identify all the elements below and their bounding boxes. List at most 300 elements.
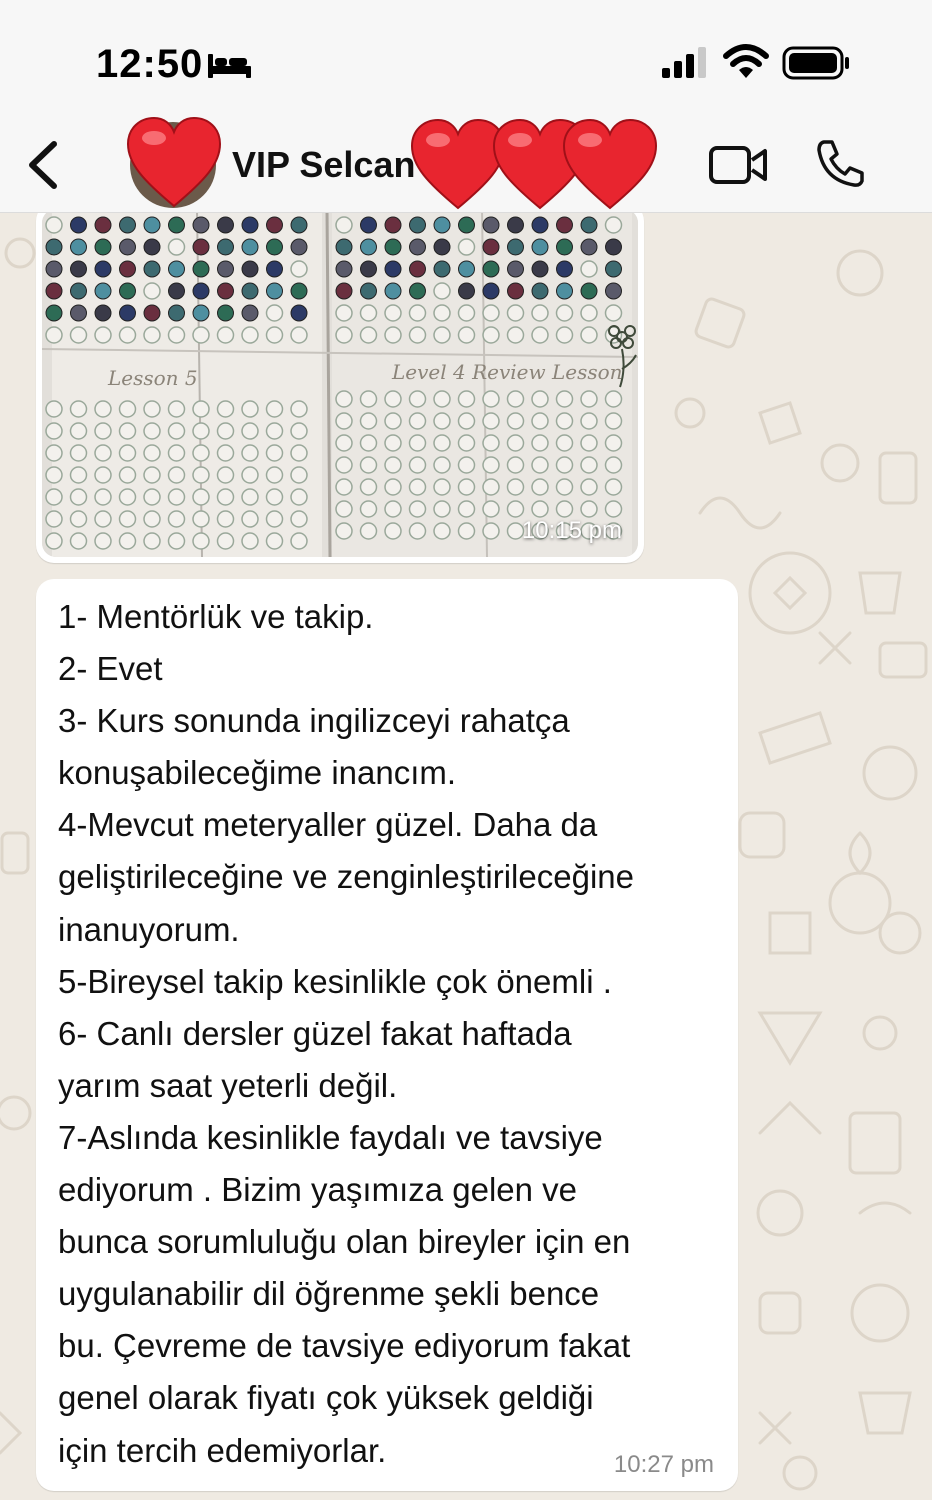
sticker-dot [508, 391, 524, 407]
sticker-dot [483, 239, 499, 255]
sticker-dot [169, 423, 185, 439]
sticker-dot [336, 501, 352, 517]
sticker-dot [169, 401, 185, 417]
sticker-dot [46, 305, 62, 321]
sticker-dot [434, 305, 450, 321]
sticker-dot [46, 261, 62, 277]
sticker-dot [218, 423, 234, 439]
sticker-dot [361, 327, 377, 343]
sticker-dot [169, 467, 185, 483]
sticker-dot [193, 327, 209, 343]
sticker-dot [434, 413, 450, 429]
sticker-dot [95, 261, 111, 277]
sticker-dot [361, 435, 377, 451]
sticker-dot [46, 239, 62, 255]
phone-icon[interactable] [816, 138, 866, 188]
sticker-dot [459, 327, 475, 343]
message-line: yarım saat yeterli değil. [58, 1066, 398, 1104]
sticker-dot [361, 217, 377, 233]
sticker-dot [508, 501, 524, 517]
video-icon[interactable] [708, 142, 768, 188]
sticker-dot [385, 391, 401, 407]
sticker-dot [144, 327, 160, 343]
message-line: uygulanabilir dil öğrenme şekli bence [58, 1275, 600, 1313]
sticker-dot [71, 327, 87, 343]
sticker-dot [71, 445, 87, 461]
sticker-dot [483, 327, 499, 343]
sticker-dot [218, 511, 234, 527]
sticker-dot [606, 217, 622, 233]
sticker-dot [606, 305, 622, 321]
message-line: 4-Mevcut meteryaller güzel. Daha da [58, 806, 598, 844]
sticker-dot [410, 413, 426, 429]
sticker-dot [46, 283, 62, 299]
sticker-dot [267, 261, 283, 277]
sticker-dot [169, 445, 185, 461]
sticker-dot [557, 217, 573, 233]
sticker-dot [120, 401, 136, 417]
sticker-dot [95, 489, 111, 505]
sticker-dot [410, 435, 426, 451]
sticker-dot [144, 401, 160, 417]
sticker-dot [71, 217, 87, 233]
message-line: 5-Bireysel takip kesinlikle çok önemli . [58, 962, 612, 1000]
sticker-dot [410, 283, 426, 299]
sticker-dot [483, 435, 499, 451]
battery-icon [782, 44, 852, 82]
sticker-dot [606, 283, 622, 299]
sticker-dot [483, 283, 499, 299]
sticker-dot [581, 413, 597, 429]
sticker-dot [557, 413, 573, 429]
sticker-dot [385, 217, 401, 233]
chat-header [0, 118, 932, 213]
sticker-dot [193, 423, 209, 439]
sticker-dot [434, 479, 450, 495]
sticker-dot [434, 239, 450, 255]
sticker-dot [120, 283, 136, 299]
sticker-dot [581, 305, 597, 321]
sticker-dot [46, 467, 62, 483]
sticker-dot [361, 479, 377, 495]
sticker-dot [267, 327, 283, 343]
sticker-dot [361, 457, 377, 473]
sticker-dot [46, 511, 62, 527]
sticker-dot [291, 423, 307, 439]
sticker-dot [459, 523, 475, 539]
sticker-dot [385, 413, 401, 429]
sticker-dot [385, 457, 401, 473]
sticker-dot [144, 489, 160, 505]
sticker-dot [267, 305, 283, 321]
sticker-dot [71, 489, 87, 505]
sticker-dot [291, 445, 307, 461]
sticker-dot [508, 261, 524, 277]
sticker-dot [557, 391, 573, 407]
sticker-dot [385, 305, 401, 321]
sticker-dot [291, 283, 307, 299]
sticker-dot [532, 501, 548, 517]
sticker-dot [95, 217, 111, 233]
sticker-dot [193, 261, 209, 277]
sticker-dot [291, 305, 307, 321]
message-line: 1- Mentörlük ve takip. [58, 598, 374, 635]
sticker-dot [410, 391, 426, 407]
sticker-dot [144, 533, 160, 549]
sticker-dot [193, 401, 209, 417]
sticker-dot [581, 217, 597, 233]
sticker-dot [557, 283, 573, 299]
sticker-dot [581, 239, 597, 255]
message-line: için tercih edemiyorlar. [58, 1431, 387, 1469]
sticker-dot [581, 457, 597, 473]
message-line: 2- Evet [58, 650, 163, 688]
sticker-dot [532, 283, 548, 299]
sticker-dot [434, 261, 450, 277]
sticker-dot [218, 261, 234, 277]
sticker-dot [483, 305, 499, 321]
sticker-dot [459, 413, 475, 429]
sticker-dot [95, 401, 111, 417]
sticker-dot [267, 511, 283, 527]
message-time: 10:27 pm [613, 1451, 714, 1478]
status-time: 12:50 [96, 42, 204, 86]
sticker-dot [267, 401, 283, 417]
sticker-dot [218, 305, 234, 321]
message-line: ediyorum . Bizim yaşımıza gelen ve [58, 1171, 578, 1209]
sticker-dot [385, 261, 401, 277]
heart-icon [560, 118, 660, 214]
sticker-dot [218, 239, 234, 255]
sticker-dot [120, 533, 136, 549]
message-time: 10:15 pm [521, 517, 622, 544]
sticker-dot [144, 217, 160, 233]
image-message[interactable] [36, 213, 644, 563]
handwriting-label: Level 4 Review Lesson [392, 360, 623, 384]
sticker-dot [95, 423, 111, 439]
message-line: inanuyorum. [58, 910, 240, 948]
sticker-dot [459, 501, 475, 517]
sticker-dot [508, 457, 524, 473]
sticker-dot [46, 423, 62, 439]
sticker-dot [46, 217, 62, 233]
sticker-dot [459, 217, 475, 233]
sticker-dot [532, 479, 548, 495]
sticker-dot [459, 391, 475, 407]
sticker-dot [508, 217, 524, 233]
sticker-dot [193, 239, 209, 255]
sticker-dot [410, 479, 426, 495]
sticker-dot [242, 239, 258, 255]
sticker-dot [557, 261, 573, 277]
sticker-dot [120, 217, 136, 233]
sticker-dot [120, 467, 136, 483]
sticker-dot [410, 457, 426, 473]
sticker-dot [291, 511, 307, 527]
sticker-dot [242, 489, 258, 505]
sticker-dot [218, 401, 234, 417]
sticker-dot [120, 445, 136, 461]
attached-photo[interactable] [42, 213, 638, 557]
sticker-dot [410, 523, 426, 539]
sticker-dot [46, 489, 62, 505]
sticker-dot [606, 435, 622, 451]
sticker-dot [242, 445, 258, 461]
sticker-dot [385, 283, 401, 299]
sticker-dot [532, 305, 548, 321]
text-message[interactable] [36, 579, 738, 1491]
sticker-dot [71, 423, 87, 439]
sticker-dot [483, 523, 499, 539]
sticker-dot [46, 533, 62, 549]
sticker-dot [508, 413, 524, 429]
sticker-dot [71, 533, 87, 549]
sticker-dot [46, 445, 62, 461]
sticker-dot [218, 533, 234, 549]
sticker-dot [193, 283, 209, 299]
sticker-dot [434, 457, 450, 473]
sticker-dot [459, 283, 475, 299]
heart-icon [124, 116, 224, 212]
sticker-dot [71, 305, 87, 321]
sticker-dot [336, 261, 352, 277]
sticker-dot [581, 479, 597, 495]
sticker-dot [218, 283, 234, 299]
sticker-dot [557, 501, 573, 517]
sticker-dot [46, 401, 62, 417]
sticker-dot [169, 533, 185, 549]
chat-area[interactable] [0, 213, 932, 1500]
sticker-dot [218, 467, 234, 483]
sticker-dot [508, 327, 524, 343]
sticker-dot [169, 283, 185, 299]
sticker-dot [120, 489, 136, 505]
sticker-dot [606, 479, 622, 495]
sticker-dot [385, 479, 401, 495]
sticker-dot [532, 239, 548, 255]
sticker-dot [169, 261, 185, 277]
sticker-dot [193, 489, 209, 505]
message-line: bunca sorumluluğu olan bireyler için en [58, 1223, 631, 1261]
sticker-dot [144, 239, 160, 255]
sticker-dot [291, 533, 307, 549]
sticker-dot [242, 467, 258, 483]
sticker-dot [71, 283, 87, 299]
sticker-dot [169, 489, 185, 505]
sticker-dot [508, 305, 524, 321]
sticker-dot [532, 391, 548, 407]
sticker-dot [267, 423, 283, 439]
message-line: 3- Kurs sonunda ingilizceyi rahatça [58, 702, 570, 740]
sticker-dot [242, 511, 258, 527]
sticker-dot [361, 305, 377, 321]
sticker-dot [120, 239, 136, 255]
sticker-dot [218, 489, 234, 505]
sticker-dot [606, 239, 622, 255]
sticker-dot [291, 261, 307, 277]
back-icon[interactable] [24, 138, 64, 192]
sticker-dot [120, 511, 136, 527]
message-line: 7-Aslında kesinlikle faydalı ve tavsiye [58, 1118, 603, 1156]
sticker-dot [169, 239, 185, 255]
sticker-chart-photo [42, 213, 638, 557]
sticker-dot [242, 305, 258, 321]
message-line: 6- Canlı dersler güzel fakat haftada [58, 1014, 572, 1052]
sticker-dot [459, 305, 475, 321]
sticker-dot [242, 423, 258, 439]
sticker-dot [606, 261, 622, 277]
sticker-dot [95, 445, 111, 461]
sticker-dot [385, 239, 401, 255]
sticker-dot [291, 239, 307, 255]
sticker-dot [361, 523, 377, 539]
sticker-dot [95, 239, 111, 255]
sticker-dot [291, 401, 307, 417]
sticker-dot [71, 511, 87, 527]
sticker-dot [193, 305, 209, 321]
handwriting-label: Lesson 5 [108, 366, 198, 390]
sticker-dot [557, 305, 573, 321]
sticker-dot [410, 501, 426, 517]
sticker-dot [557, 457, 573, 473]
sticker-dot [336, 413, 352, 429]
sticker-dot [410, 327, 426, 343]
sticker-dot [385, 435, 401, 451]
sticker-dot [508, 239, 524, 255]
sticker-dot [291, 467, 307, 483]
status-bar [0, 0, 932, 118]
sticker-dot [291, 489, 307, 505]
sticker-dot [242, 327, 258, 343]
sticker-dot [385, 327, 401, 343]
sticker-dot [459, 457, 475, 473]
sticker-dot [434, 501, 450, 517]
sticker-dot [242, 401, 258, 417]
sticker-dot [434, 435, 450, 451]
sticker-dot [508, 435, 524, 451]
sticker-dot [459, 435, 475, 451]
sticker-dot [557, 327, 573, 343]
sticker-dot [267, 489, 283, 505]
message-line: konuşabileceğime inancım. [58, 754, 457, 792]
sticker-dot [361, 239, 377, 255]
sticker-dot [483, 479, 499, 495]
sticker-dot [336, 391, 352, 407]
sticker-dot [434, 391, 450, 407]
sticker-dot [434, 283, 450, 299]
sticker-dot [242, 283, 258, 299]
sticker-dot [71, 239, 87, 255]
sticker-dot [483, 391, 499, 407]
sticker-dot [120, 423, 136, 439]
sticker-dot [581, 435, 597, 451]
sticker-dot [336, 283, 352, 299]
sticker-dot [606, 413, 622, 429]
sticker-dot [410, 239, 426, 255]
sticker-dot [532, 217, 548, 233]
sticker-dot [361, 283, 377, 299]
sticker-dot [71, 467, 87, 483]
sticker-dot [361, 413, 377, 429]
message-line: bu. Çevreme de tavsiye ediyorum fakat [58, 1327, 631, 1365]
sticker-dot [267, 445, 283, 461]
sticker-dot [336, 479, 352, 495]
sticker-dot [336, 327, 352, 343]
sticker-dot [193, 217, 209, 233]
sticker-dot [169, 327, 185, 343]
contact-name[interactable]: VIP Selcan [232, 144, 416, 185]
sticker-dot [336, 239, 352, 255]
sticker-dot [336, 305, 352, 321]
wifi-icon [722, 42, 770, 80]
sticker-dot [434, 523, 450, 539]
sticker-dot [410, 305, 426, 321]
sticker-dot [410, 217, 426, 233]
sticker-dot [267, 239, 283, 255]
sticker-dot [606, 501, 622, 517]
sticker-dot [267, 533, 283, 549]
sticker-dot [267, 283, 283, 299]
sticker-dot [410, 261, 426, 277]
sticker-dot [483, 261, 499, 277]
sticker-dot [385, 523, 401, 539]
sticker-dot [193, 533, 209, 549]
sticker-dot [267, 217, 283, 233]
sticker-dot [483, 457, 499, 473]
sticker-dot [193, 445, 209, 461]
sticker-dot [291, 217, 307, 233]
sticker-dot [144, 445, 160, 461]
sticker-dot [336, 523, 352, 539]
sticker-dot [385, 501, 401, 517]
sticker-dot [242, 261, 258, 277]
sticker-dot [218, 445, 234, 461]
sticker-dot [193, 511, 209, 527]
sticker-dot [483, 217, 499, 233]
sticker-dot [581, 501, 597, 517]
sticker-dot [483, 501, 499, 517]
sticker-dot [532, 261, 548, 277]
sticker-dot [169, 511, 185, 527]
sticker-dot [581, 261, 597, 277]
sticker-dot [532, 327, 548, 343]
sticker-dot [581, 391, 597, 407]
sticker-dot [218, 217, 234, 233]
sticker-dot [267, 467, 283, 483]
sticker-dot [361, 391, 377, 407]
sticker-dot [242, 533, 258, 549]
sticker-dot [581, 327, 597, 343]
sticker-dot [532, 435, 548, 451]
sticker-dot [606, 457, 622, 473]
sticker-dot [459, 479, 475, 495]
sticker-dot [336, 217, 352, 233]
sticker-dot [532, 413, 548, 429]
sticker-dot [606, 391, 622, 407]
sticker-dot [193, 467, 209, 483]
sticker-dot [459, 261, 475, 277]
sticker-dot [144, 261, 160, 277]
sticker-dot [46, 327, 62, 343]
signal-icon [660, 46, 712, 80]
sticker-dot [483, 413, 499, 429]
sticker-dot [95, 511, 111, 527]
bed-icon [206, 50, 252, 80]
sticker-dot [95, 533, 111, 549]
sticker-dot [95, 467, 111, 483]
sticker-dot [532, 457, 548, 473]
sticker-dot [218, 327, 234, 343]
